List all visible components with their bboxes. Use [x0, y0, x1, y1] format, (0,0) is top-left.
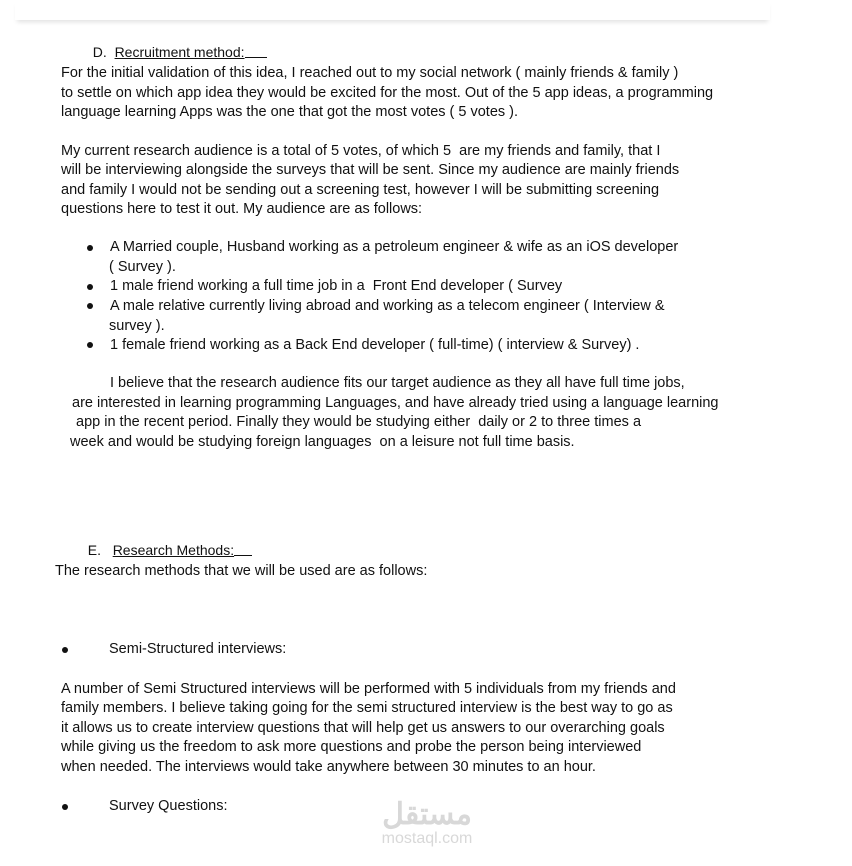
paragraph-line: to settle on which app idea they would be excited for the most. Out of the 5 app ideas, a programming [61, 85, 714, 101]
section-title: Recruitment method: [114, 44, 245, 60]
audience-item: 1 male friend working a full time job in a Front End developer ( Survey [110, 278, 563, 294]
page-top-edge [15, 0, 770, 20]
paragraph-line: are interested in learning programming Languages, and have already tried using a language learning [72, 395, 719, 411]
audience-item: 1 female friend working as a Back End developer ( full-time) ( interview & Survey) . [110, 337, 640, 353]
section-title: Research Methods: [112, 542, 235, 558]
watermark-arabic: مستقل [382, 798, 472, 831]
paragraph-line: I believe that the research audience fits our target audience as they all have full time jobs, [110, 375, 685, 391]
audience-item: A Married couple, Husband working as a petroleum engineer & wife as an iOS developer [110, 239, 679, 255]
paragraph-line: it allows us to create interview questions that will help get us answers to our overarching goals [61, 720, 665, 736]
paragraph-line: while giving us the freedom to ask more questions and probe the person being interviewed [61, 739, 642, 755]
section-letter: E. [87, 542, 102, 558]
paragraph-line: My current research audience is a total of 5 votes, of which 5 are my friends and family, that I [61, 143, 661, 159]
bullet-icon [87, 245, 93, 251]
watermark-latin: mostaql.com [381, 830, 473, 847]
paragraph-line: and family I would not be sending out a screening test, however I will be submitting screening [61, 182, 660, 198]
paragraph-line: family members. I believe taking going for the semi structured interview is the best way to go as [61, 700, 673, 716]
mostaql-watermark [372, 800, 482, 848]
paragraph-line: A number of Semi Structured interviews will be performed with 5 individuals from my friends and [61, 681, 676, 697]
paragraph-line: app in the recent period. Finally they would be studying either daily or 2 to three times a [76, 414, 642, 430]
paragraph-line: when needed. The interviews would take anywhere between 30 minutes to an hour. [61, 759, 596, 775]
paragraph-line: will be interviewing alongside the surveys that will be sent. Since my audience are mainly friends [61, 162, 680, 178]
paragraph-line: questions here to test it out. My audience are as follows: [61, 201, 423, 217]
bullet-icon [87, 342, 93, 348]
methods-intro: The research methods that we will be used are as follows: [55, 563, 428, 579]
paragraph-line: language learning Apps was the one that got the most votes ( 5 votes ). [61, 104, 519, 120]
bullet-icon [62, 647, 68, 653]
section-e-heading [80, 523, 252, 559]
bullet-icon [87, 303, 93, 309]
bullet-icon [87, 284, 93, 290]
audience-item: A male relative currently living abroad and working as a telecom engineer ( Interview & [110, 298, 665, 314]
paragraph-line: week and would be studying foreign languages on a leisure not full time basis. [70, 434, 575, 450]
paragraph-line: For the initial validation of this idea, I reached out to my social network ( mainly friends & family ) [61, 65, 679, 81]
audience-item-cont: survey ). [109, 318, 165, 334]
section-d-heading [85, 25, 267, 61]
section-letter: D. [92, 44, 107, 60]
audience-item-cont: ( Survey ). [109, 259, 176, 275]
bullet-icon [62, 804, 68, 810]
method-heading: Survey Questions: [109, 798, 228, 814]
method-heading: Semi-Structured interviews: [109, 641, 287, 657]
